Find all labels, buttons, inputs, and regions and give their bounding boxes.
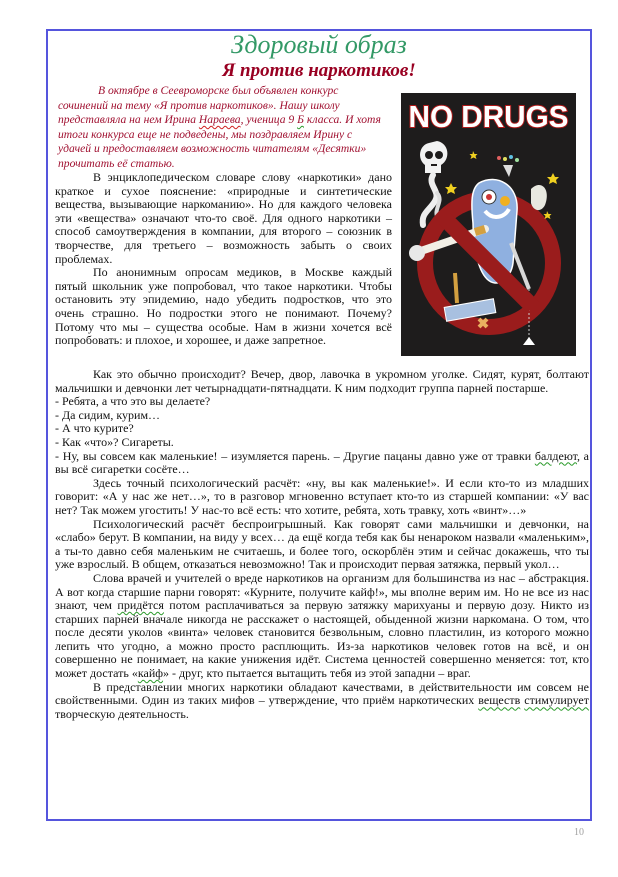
dialogue-line bbox=[55, 450, 589, 477]
no-drugs-poster-image bbox=[401, 93, 576, 356]
spellcheck-flag: веществ bbox=[478, 693, 521, 708]
poster-headline: NO DRUGS bbox=[408, 99, 569, 134]
paragraph-words bbox=[55, 572, 589, 681]
spellcheck-flag: придётся bbox=[117, 598, 164, 613]
section-title: Здоровый образ bbox=[231, 30, 407, 59]
intro-text-3: класса. И хотя итоги конкурса еще не подведены, мы поздравляем Ирину с удачей и предоставляем возможность читателям «Десятки» прочитать её статью. bbox=[58, 113, 381, 170]
paragraph-survey: По анонимным опросам медиков, в Москве каждый пятый школьник уже попробовал, что такое наркотики. Чтобы остановить эту эпидемию, надо убедить подростков, что это очень страшно. Но подростки этого не понимают. Почему? Потому что мы – существа особые. Нам в жизни хочется всё попробовать: и плохое, и хорошее, и даже запретное. bbox=[55, 265, 392, 348]
paragraph-calculation: Здесь точный психологический расчёт: «ну, вы как маленькие!». И если кто-то из младших говорит: «А у нас же нет…», то в разговор мгновенно вступает кто-то из старшей компании: «У вас нет? Так можем угостить! У нас-то всё есть: что хотите, ребята, хоть травку, хоть «винт»…» bbox=[55, 475, 589, 517]
intro-paragraph bbox=[58, 84, 384, 171]
dialogue-line: - Да сидим, курим… bbox=[55, 407, 161, 422]
dialogue-line: - Ребята, а что это вы делаете? bbox=[55, 394, 211, 409]
spellcheck-flag: Нараева bbox=[198, 113, 241, 126]
article-title: Я против наркотиков! bbox=[222, 60, 416, 81]
article-column-full-width bbox=[55, 368, 589, 721]
paragraph-evening: Как это обычно происходит? Вечер, двор, лавочка в укромном уголке. Сидят, курят, болтают мальчишки и девчонки лет четырнадцати-пятнадцати. К ним подходит группа парней постарше. bbox=[55, 367, 589, 395]
paragraph-text: В представлении многих наркотики обладают качествами, в действительности им совсем не свойственными. Один из таких мифов – утверждение, что приём наркотических bbox=[55, 679, 589, 708]
paragraph-text: творческую деятельность. bbox=[55, 706, 189, 721]
paragraph-text: Слова врачей и учителей о вреде наркотиков на организм для большинства из нас – абстракция. А вот когда старшие парни говорят: «Курните, получите кайф!», мы вполне верим им. Но не все из нас знают, чем bbox=[55, 570, 589, 613]
dialogue-text: - Ну, вы совсем как маленькие! – изумляется парень. – Другие пацаны давно уже от травки bbox=[55, 448, 535, 463]
paragraph-text: » - друг, кто пытается вытащить тебя из этой западни – враг. bbox=[163, 666, 471, 681]
dialogue-text: , а вы всё сигаретки сосёте… bbox=[55, 448, 589, 477]
paragraph-psychology: Психологический расчёт беспроигрышный. Как говорят сами мальчишки и девчонки, на «слабо» берут. В компании, на виду у всех… да ещё когда тебя как бы ненароком назвали «маленьким», а ты-то давно себя маленьким не считаешь, и более того, оскорблён этим и сейчас докажешь, что ты уже взрослый. В общем, отказаться невозможно! Так и происходит первая затяжка, первый укол… bbox=[55, 516, 589, 572]
intro-text-1: В октябре в Сеевроморске был объявлен конкурс сочинений на тему «Я против наркотиков». Нашу школу представляла на нем Ирина bbox=[58, 84, 340, 126]
intro-text-2: , ученица 9 bbox=[240, 113, 298, 126]
paragraph-encyclopedia: В энциклопедическом словаре слову «наркотики» дано краткое и сухое пояснение: «природные и синтетические вещества, вызывающие наркоманию». Но для каждого человека эти «вещества» означают что-то своё. Для одного наркотики – способ самоутверждения в компании, для второго – союзник в творчестве, для третьего – возможность забыть о своих проблемах. bbox=[55, 170, 392, 266]
page-number: 10 bbox=[574, 827, 584, 838]
article-column-beside-image bbox=[55, 171, 392, 348]
dialogue-line: - А что курите? bbox=[55, 421, 134, 436]
spellcheck-flag: кайф bbox=[137, 666, 164, 681]
paragraph-myths bbox=[55, 681, 589, 722]
poster-illustration bbox=[401, 93, 576, 356]
spellcheck-flag: стимулирует bbox=[524, 693, 590, 708]
paragraph-text: потом расплачиваться за первую затяжку марихуаны и первую дозу. Никто из старших парней вначале никогда не расскажет о настоящей, обыденной жизни наркомана. О том, что после десяти уколов «винта» человек становится безвольным, словно пластилин, из которого можно лепить что угодно, а можно просто расплющить. Из-за наркотиков человек готов на всё, и он совершенно не понимает, на какие унижения идёт. Система ценностей совершенно меняется: тот, кто может достать « bbox=[55, 598, 590, 681]
dialogue-line: - Как «что»? Сигареты. bbox=[55, 434, 174, 449]
grammar-flag: Б bbox=[297, 113, 304, 126]
spellcheck-flag: балдеют bbox=[534, 448, 577, 463]
